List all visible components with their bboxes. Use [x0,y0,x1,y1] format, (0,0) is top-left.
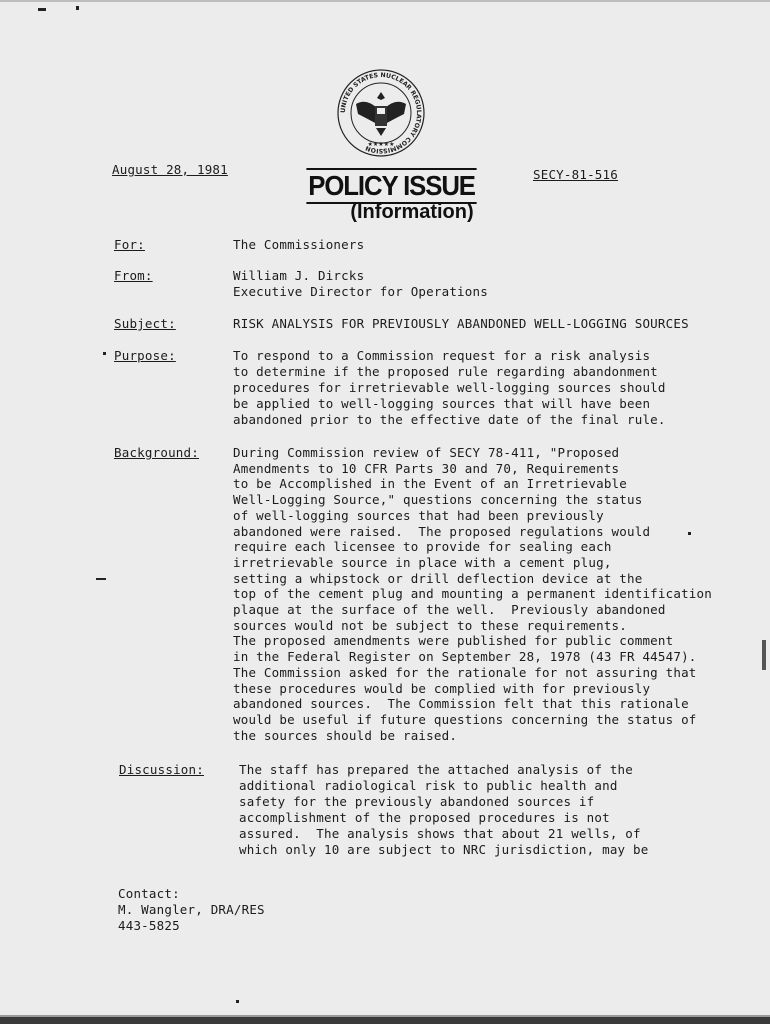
svg-text:★★★★★: ★★★★★ [367,141,395,148]
background-line: abandoned sources. The Commission felt that this rationale [233,696,689,712]
discussion-line: additional radiological risk to public health and [239,778,618,793]
contact-name: M. Wangler, DRA/RES [118,902,265,917]
page-top-edge [0,0,770,2]
scan-speck [688,532,691,535]
page-bottom-edge [0,1017,770,1024]
scan-speck [76,6,79,10]
title-block [292,168,492,204]
page-title: POLICY ISSUE [307,168,477,204]
background-line: to be Accomplished in the Event of an Irretrievable [233,476,628,492]
subject-value: RISK ANALYSIS FOR PREVIOUSLY ABANDONED WELL-LOGGING SOURCES [233,316,689,331]
background-line: The proposed amendments were published for public comment [233,633,674,649]
background-line: setting a whipstock or drill deflection device at the [233,570,643,586]
contact-label: Contact: [118,886,180,901]
background-line: of well-logging sources that had been previously [233,507,604,523]
purpose-line: procedures for irretrievable well-logging sources should [233,380,666,395]
background-line: top of the cement plug and mounting a permanent identification [233,586,712,602]
scan-speck [236,1000,239,1003]
discussion-line: which only 10 are subject to NRC jurisdiction, may be [239,842,649,857]
from-name: William J. Dircks [233,268,365,283]
purpose-line: abandoned prior to the effective date of the final rule. [233,412,666,427]
scan-speck [762,640,766,670]
background-line: would be useful if future questions concerning the status of [233,711,697,727]
scan-speck [96,578,106,580]
nrc-seal-icon [336,68,426,158]
purpose-line: be applied to well-logging sources that will have been [233,396,651,411]
background-line: Amendments to 10 CFR Parts 30 and 70, Requirements [233,460,620,476]
purpose-line: to determine if the proposed rule regarding abandonment [233,364,658,379]
background-line: irretrievable source in place with a cement plug, [233,554,612,570]
background-line: During Commission review of SECY 78-411, "Proposed [233,445,620,460]
discussion-line: safety for the previously abandoned sources if [239,794,595,809]
background-line: The Commission asked for the rationale for not assuring that [233,664,697,680]
background-line: require each licensee to provide for sealing each [233,539,612,555]
for-value: The Commissioners [233,237,365,252]
discussion-line: assured. The analysis shows that about 21 wells, of [239,826,641,841]
seal-text: UNITED STATES NUCLEAR REGULATORY COMMISSION [339,71,423,155]
for-label: For: [114,237,145,252]
purpose-line: To respond to a Commission request for a risk analysis [233,348,651,363]
purpose-label: Purpose: [114,348,176,363]
from-label: From: [114,268,153,283]
background-line: sources would not be subject to these requirements. [233,617,628,633]
subject-label: Subject: [114,316,176,331]
discussion-line: The staff has prepared the attached analysis of the [239,762,634,777]
background-line: these procedures would be complied with for previously [233,680,651,696]
background-line: the sources should be raised. [233,727,458,743]
background-line: plaque at the surface of the well. Previously abandoned [233,602,666,617]
scan-speck [38,8,46,11]
background-line: abandoned were raised. The proposed regulations would [233,523,651,539]
contact-phone: 443-5825 [118,918,180,933]
discussion-line: accomplishment of the proposed procedures is not [239,810,610,825]
memo-date: August 28, 1981 [112,162,228,177]
page-subtitle: (Information) [350,201,474,223]
document-id: SECY-81-516 [533,167,618,182]
from-title: Executive Director for Operations [233,284,488,299]
discussion-label: Discussion: [119,762,204,777]
background-line: Well-Logging Source," questions concerning the status [233,492,643,508]
scan-speck [103,352,106,355]
background-line: in the Federal Register on September 28, 1978 (43 FR 44547). [233,649,697,665]
background-label: Background: [114,445,199,460]
